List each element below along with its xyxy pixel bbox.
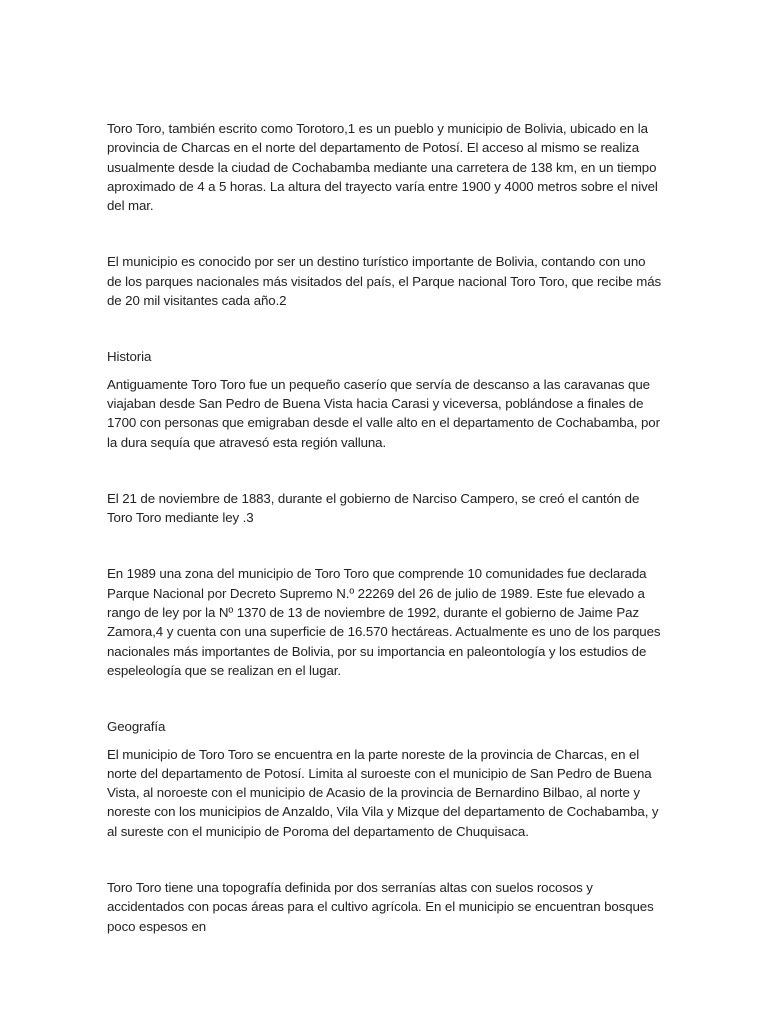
- paragraph-geography-topography: Toro Toro tiene una topografía definida por dos serranías altas con suelos rocosos y accidentados con pocas áreas para el cultivo agrícola. En el municipio se encuentran bosques poco espesos en: [107, 880, 654, 934]
- paragraph-spacer: [107, 310, 663, 347]
- paragraph-spacer: [107, 680, 663, 717]
- paragraph-history-canton: El 21 de noviembre de 1883, durante el gobierno de Narciso Campero, se creó el cantón de Toro Toro mediante ley .3: [107, 490, 640, 526]
- paragraph-spacer: [107, 452, 663, 489]
- paragraph-spacer: [107, 527, 663, 564]
- section-heading-geografia: Geografía: [107, 719, 166, 735]
- document-body: [107, 119, 663, 936]
- paragraph-tourism: El municipio es conocido por ser un destino turístico importante de Bolivia, contando con uno de los parques nacionales más visitados del país, el Parque nacional Toro Toro, que recibe más de 20 mil visitantes cada año.2: [107, 254, 662, 309]
- section-heading-historia: Historia: [107, 349, 152, 365]
- paragraph-spacer: [107, 215, 663, 252]
- heading-spacer: [107, 367, 663, 375]
- paragraph-spacer: [107, 841, 663, 878]
- paragraph-history-park: En 1989 una zona del municipio de Toro Toro que comprende 10 comunidades fue declarada Parque Nacional por Decreto Supremo N.º 22269 del 26 de julio de 1989. Este fue elevado a rango de ley por la Nº 1370 de 13 de noviembre de 1992, durante el gobierno de Jaime Paz Zamora,4 y cuenta con una superficie de 16.570 hectáreas. Actualmente es uno de los parques nacionales más importantes de Bolivia, por su importancia en paleontología y los estudios de espeleología que se realizan en el lugar.: [107, 566, 661, 678]
- heading-spacer: [107, 737, 663, 745]
- paragraph-intro: Toro Toro, también escrito como Torotoro,1 es un pueblo y municipio de Bolivia, ubicado en la provincia de Charcas en el norte del departamento de Potosí. El acceso al mismo se realiza usualmente desde la ciudad de Cochabamba mediante una carretera de 138 km, en un tiempo aproximado de 4 a 5 horas. La altura del trayecto varía entre 1900 y 4000 metros sobre el nivel del mar.: [107, 121, 658, 214]
- paragraph-geography-limits: El municipio de Toro Toro se encuentra en la parte noreste de la provincia de Charcas, en el norte del departamento de Potosí. Limita al suroeste con el municipio de San Pedro de Buena Vista, al noroeste con el municipio de Acasio de la provincia de Bernardino Bilbao, al norte y noreste con los municipios de Anzaldo, Vila Vila y Mizque del departamento de Cochabamba, y al sureste con el municipio de Poroma del departamento de Chuquisaca.: [107, 746, 659, 839]
- paragraph-history-origins: Antiguamente Toro Toro fue un pequeño caserío que servía de descanso a las caravanas que viajaban desde San Pedro de Buena Vista hacia Carasi y viceversa, poblándose a finales de 1700 con personas que emigraban desde el valle alto en el departamento de Cochabamba, por la dura sequía que atravesó esta región valluna.: [107, 376, 660, 450]
